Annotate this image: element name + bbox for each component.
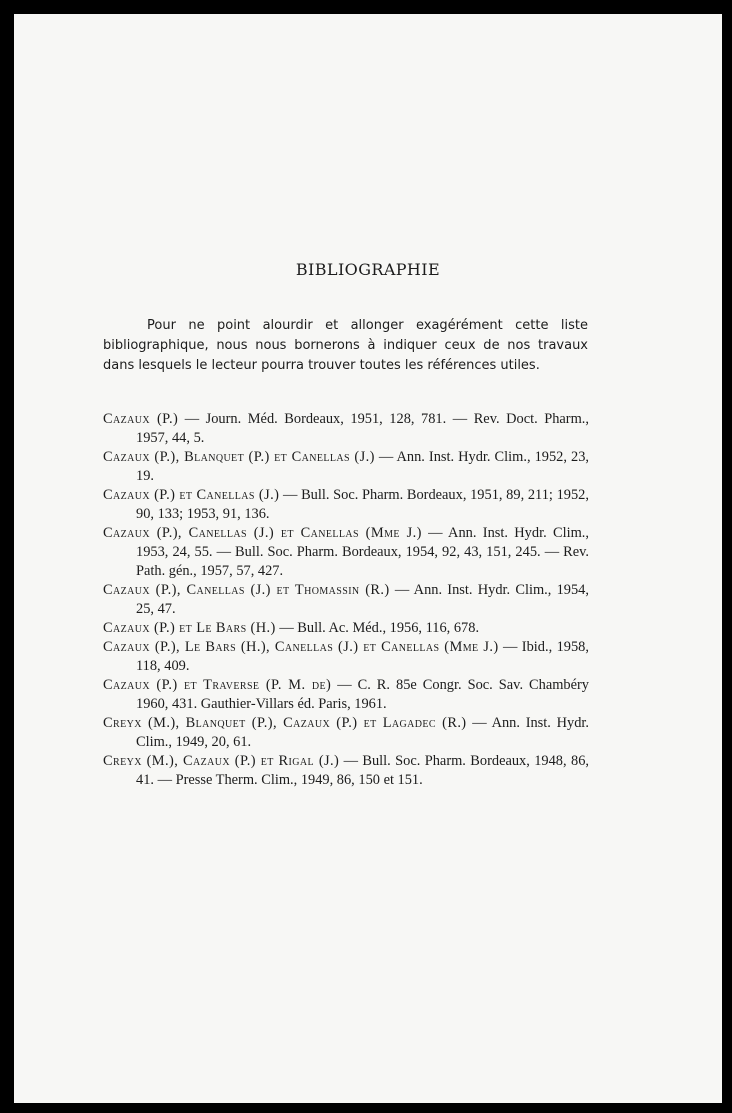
reference-citation: — C. R. 85e Congr. Soc. Sav. Chambéry 1960, 431. Gauthier-Villars éd. Paris, 1961.: [136, 677, 589, 712]
reference-citation: — Journ. Méd. Bordeaux, 1951, 128, 781. — Rev. Doct. Pharm., 1957, 44, 5.: [136, 411, 589, 446]
reference-entry: [103, 638, 589, 676]
reference-entry: [103, 581, 589, 619]
page: [14, 14, 722, 1103]
reference-entry: [103, 676, 589, 714]
reference-authors: Cazaux (P.) et Traverse (P. M. de): [103, 677, 332, 693]
reference-authors: Cazaux (P.) et Canellas (J.): [103, 487, 280, 503]
reference-authors: Cazaux (P.), Blanquet (P.) et Canellas (J.): [103, 449, 375, 465]
reference-authors: Cazaux (P.) et Le Bars (H.): [103, 620, 276, 636]
reference-authors: Cazaux (P.): [103, 411, 179, 427]
reference-entry: [103, 410, 589, 448]
reference-citation: — Ibid., 1958, 118, 409.: [136, 639, 589, 674]
reference-list: [103, 410, 589, 790]
reference-entry: [103, 486, 589, 524]
reference-authors: Cazaux (P.), Canellas (J.) et Thomassin (R.): [103, 582, 390, 598]
reference-citation: — Ann. Inst. Hydr. Clim., 1953, 24, 55. — Bull. Soc. Pharm. Bordeaux, 1954, 92, 43, 151, 245. — Rev. Path. gén., 1957, 57, 427.: [136, 525, 589, 579]
reference-authors: Cazaux (P.), Canellas (J.) et Canellas (Mme J.): [103, 525, 422, 541]
intro-paragraph: Pour ne point alourdir et allonger exagérément cette liste bibliographique, nous nous bornerons à indiquer ceux de nos travaux dans lesquels le lecteur pourra trouver toutes les références utiles.: [103, 318, 588, 373]
reference-authors: Cazaux (P.), Le Bars (H.), Canellas (J.) et Canellas (Mme J.): [103, 639, 499, 655]
reference-entry: [103, 714, 589, 752]
reference-authors: Creyx (M.), Blanquet (P.), Cazaux (P.) et Lagadec (R.): [103, 715, 467, 731]
reference-entry: [103, 752, 589, 790]
reference-citation: — Ann. Inst. Hydr. Clim., 1954, 25, 47.: [136, 582, 589, 617]
page-title: BIBLIOGRAPHIE: [295, 260, 441, 279]
reference-entry: [103, 619, 589, 638]
reference-entry: [103, 448, 589, 486]
reference-citation: — Bull. Soc. Pharm. Bordeaux, 1948, 86, 41. — Presse Therm. Clim., 1949, 86, 150 et 151.: [136, 753, 589, 788]
reference-authors: Creyx (M.), Cazaux (P.) et Rigal (J.): [103, 753, 340, 769]
reference-entry: [103, 524, 589, 581]
reference-citation: — Bull. Ac. Méd., 1956, 116, 678.: [275, 620, 480, 636]
reference-citation: — Ann. Inst. Hydr. Clim., 1949, 20, 61.: [136, 715, 589, 750]
reference-citation: — Ann. Inst. Hydr. Clim., 1952, 23, 19.: [136, 449, 589, 484]
reference-citation: — Bull. Soc. Pharm. Bordeaux, 1951, 89, 211; 1952, 90, 133; 1953, 91, 136.: [136, 487, 589, 522]
